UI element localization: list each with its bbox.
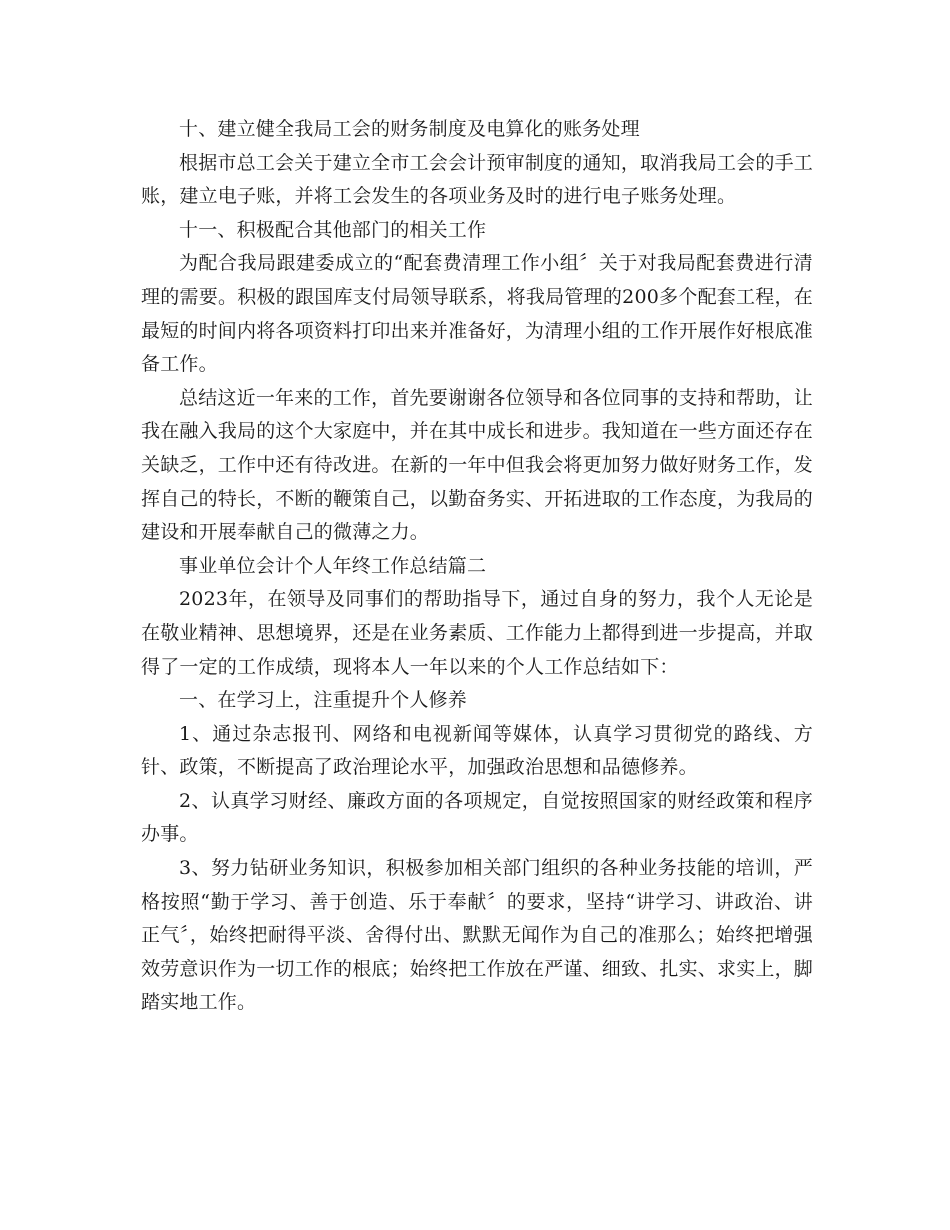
paragraph-supporting-fee-cleanup: 为配合我局跟建委成立的“配套费清理工作小组〞关于对我局配套费进行清理的需要。积极的跟国库支付局领导联系，将我局管理的200多个配套工程，在最短的时间内将各项资料打印出来并准备好，为清理小组的工作开展作好根底准备工作。 — [141, 252, 814, 376]
list-item-2: 2、认真学习财经、廉政方面的各项规定，自觉按照国家的财经政策和程序办事。 — [141, 789, 813, 846]
article-subtitle-part-two: 事业单位会计个人年终工作总结篇二 — [179, 554, 487, 577]
paragraph-union-accounting: 根据市总工会关于建立全市工会会计预审制度的通知，取消我局工会的手工账，建立电子账，并将工会发生的各项业务及时的进行电子账务处理。 — [141, 151, 813, 208]
paragraph-2023-intro: 2023年，在领导及同事们的帮助指导下，通过自身的努力，我个人无论是在敬业精神、思想境界，还是在业务素质、工作能力上都得到进一步提高，并取得了一定的工作成绩，现将本人一年以来的个人工作总结如下： — [141, 588, 814, 678]
section-heading-study: 一、在学习上，注重提升个人修养 — [179, 689, 468, 712]
paragraph-year-summary: 总结这近一年来的工作，首先要谢谢各位领导和各位同事的支持和帮助，让我在融入我局的这个大家庭中，并在其中成长和进步。我知道在一些方面还存在关缺乏，工作中还有待改进。在新的一年中但我会将更加努力做好财务工作，发挥自己的特长，不断的鞭策自己，以勤奋务实、开拓进取的工作态度，为我局的建设和开展奉献自己的微薄之力。 — [141, 386, 814, 544]
list-item-3: 3、努力钻研业务知识，积极参加相关部门组织的各种业务技能的培训，严格按照“勤于学习、善于创造、乐于奉献〞的要求，坚持“讲学习、讲政治、讲正气〞，始终把耐得平淡、舍得付出、默默无闻作为自己的准那么；始终把增强效劳意识作为一切工作的根底；始终把工作放在严谨、细致、扎实、求实上，脚踏实地工作。 — [141, 857, 814, 1014]
section-heading-11: 十一、积极配合其他部门的相关工作 — [179, 218, 487, 241]
list-item-1: 1、通过杂志报刊、网络和电视新闻等媒体，认真学习贯彻党的路线、方针、政策，不断提高了政治理论水平，加强政治思想和品德修养。 — [141, 722, 813, 779]
section-heading-10: 十、建立健全我局工会的财务制度及电算化的账务处理 — [179, 118, 640, 140]
document-body — [141, 113, 813, 1020]
